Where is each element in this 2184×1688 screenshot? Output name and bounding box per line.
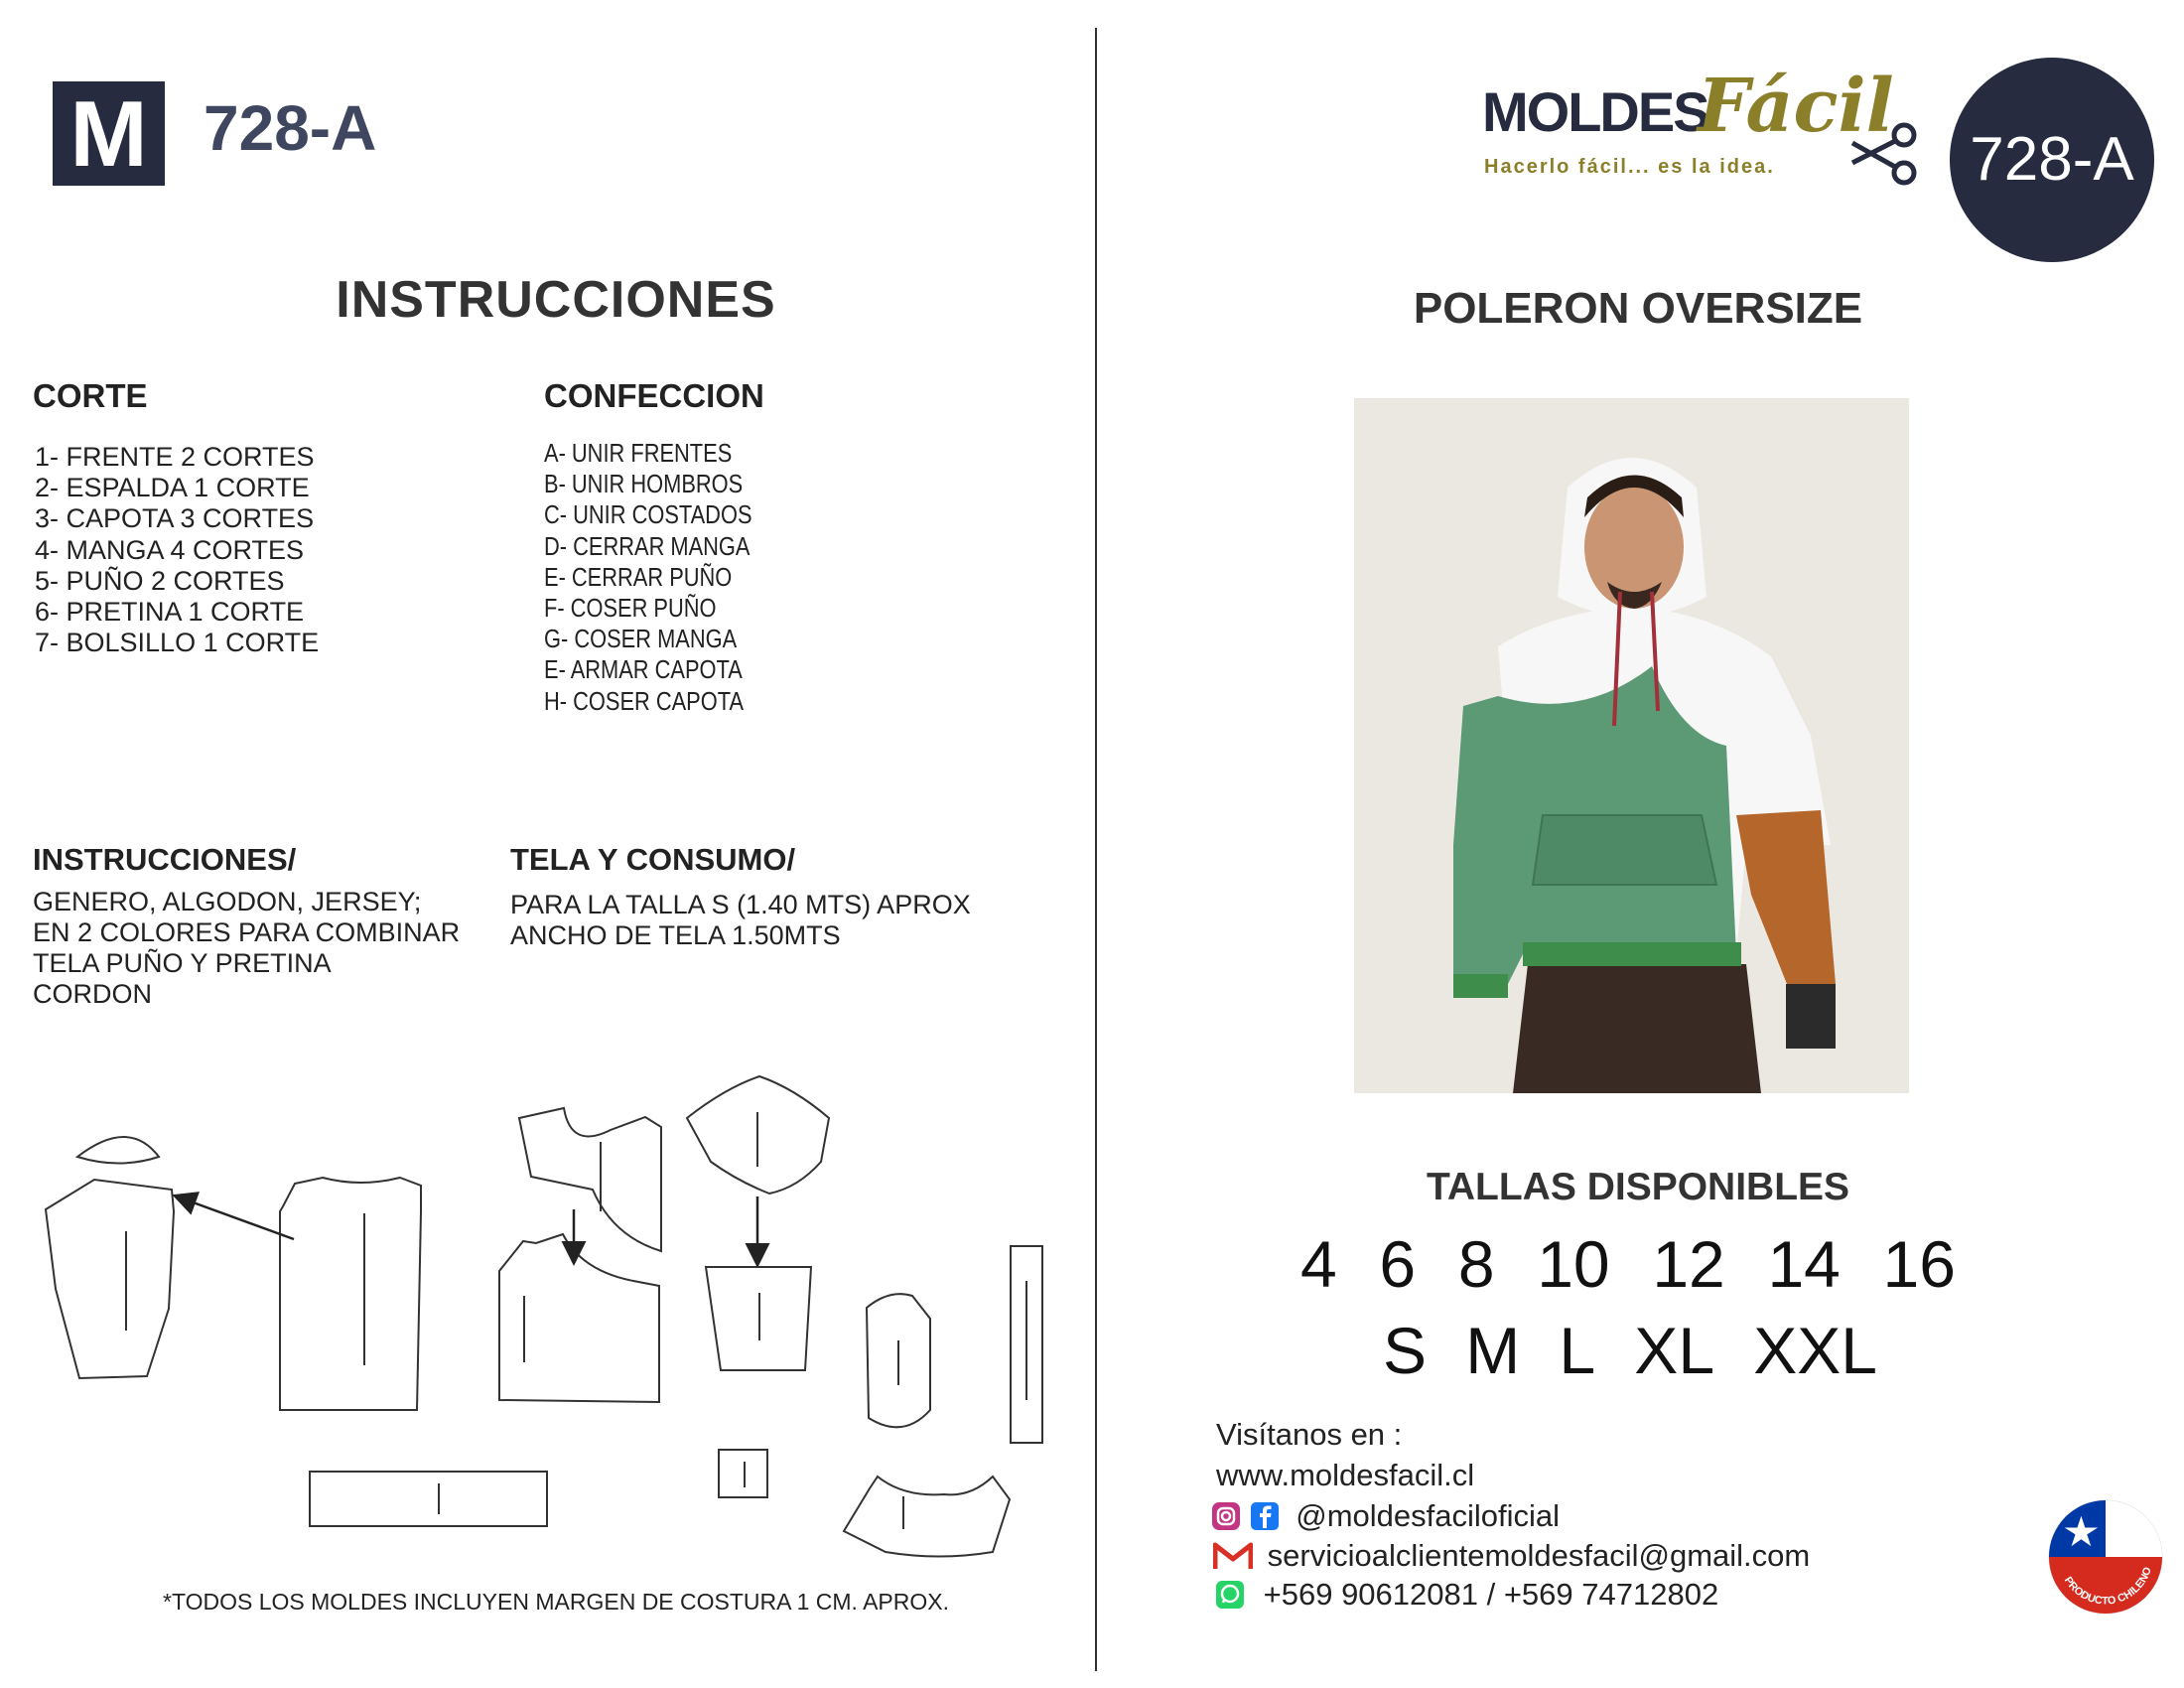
- brand-name-part1: MOLDES: [1482, 80, 1708, 143]
- pattern-pieces-diagram: [30, 1072, 1092, 1569]
- brand-m-logo: [53, 81, 165, 186]
- size-option: 8: [1457, 1227, 1495, 1301]
- product-photo: [1354, 398, 1909, 1093]
- size-option: 16: [1882, 1227, 1956, 1301]
- list-item: 2- ESPALDA 1 CORTE: [35, 473, 310, 503]
- pattern-piece-waistband: [310, 1472, 547, 1526]
- facebook-icon[interactable]: [1250, 1501, 1280, 1531]
- phone-row: [1215, 1575, 1718, 1613]
- list-item: E- CERRAR PUÑO: [544, 561, 733, 592]
- list-item: A- UNIR FRENTES: [544, 438, 733, 468]
- tela-heading: TELA Y CONSUMO/: [510, 842, 796, 877]
- brand-name-part2: Fácil: [1698, 64, 1894, 149]
- list-item: C- UNIR COSTADOS: [544, 499, 752, 530]
- social-row: [1211, 1496, 1560, 1534]
- text-line: GENERO, ALGODON, JERSEY;: [33, 887, 422, 916]
- visit-label: Visítanos en :: [1216, 1417, 1403, 1452]
- instagram-icon[interactable]: [1211, 1501, 1241, 1531]
- code-badge-label: 728-A: [1970, 125, 2134, 194]
- list-item: G- COSER MANGA: [544, 624, 738, 654]
- brand-tagline: Hacerlo fácil... es la idea.: [1484, 156, 1775, 178]
- size-option: M: [1465, 1314, 1521, 1387]
- list-item: 5- PUÑO 2 CORTES: [35, 565, 285, 596]
- confeccion-list: [544, 438, 752, 717]
- badge-label: PRODUCTO CHILENO: [2061, 1565, 2154, 1608]
- pattern-code: 728-A: [204, 92, 377, 164]
- pattern-piece-front-upper: [519, 1108, 661, 1251]
- corte-heading: CORTE: [33, 377, 148, 414]
- size-option: 4: [1300, 1227, 1337, 1301]
- list-item: 4- MANGA 4 CORTES: [35, 534, 305, 565]
- size-option: 12: [1652, 1227, 1725, 1301]
- website-link[interactable]: www.moldesfacil.cl: [1216, 1458, 1475, 1492]
- list-item: 7- BOLSILLO 1 CORTE: [35, 628, 320, 658]
- instrucciones-material-heading: INSTRUCCIONES/: [33, 842, 297, 877]
- gmail-icon: [1213, 1541, 1253, 1571]
- list-item: D- CERRAR MANGA: [544, 530, 751, 561]
- list-item: 6- PRETINA 1 CORTE: [35, 597, 305, 628]
- pattern-piece-cuff: [719, 1450, 767, 1497]
- pattern-piece-hood-side: [46, 1180, 174, 1378]
- list-item: 1- FRENTE 2 CORTES: [35, 442, 315, 472]
- logo-letter: M: [69, 81, 148, 186]
- size-option: 10: [1537, 1227, 1610, 1301]
- email-row: [1213, 1536, 1810, 1574]
- product-title: POLERON OVERSIZE: [1413, 284, 1863, 333]
- sizes-heading: TALLAS DISPONIBLES: [1426, 1166, 1850, 1208]
- size-option: S: [1383, 1314, 1428, 1387]
- list-item: H- COSER CAPOTA: [544, 685, 745, 716]
- scissors-icon: [1848, 117, 1920, 189]
- list-item: 3- CAPOTA 3 CORTES: [35, 503, 315, 534]
- pattern-piece-hood-top: [77, 1137, 159, 1164]
- seam-allowance-note: *TODOS LOS MOLDES INCLUYEN MARGEN DE COSTURA 1 CM. APROX.: [163, 1589, 949, 1615]
- tela-text: [510, 890, 971, 951]
- numeric-sizes: [1300, 1226, 1956, 1302]
- text-line: EN 2 COLORES PARA COMBINAR: [33, 917, 461, 947]
- pattern-piece-pocket: [844, 1477, 1010, 1557]
- social-handle[interactable]: @moldesfaciloficial: [1296, 1497, 1561, 1533]
- size-option: 14: [1767, 1227, 1841, 1301]
- instrucciones-material-text: [33, 887, 460, 1010]
- instructions-title: INSTRUCCIONES: [336, 271, 776, 329]
- text-line: PARA LA TALLA S (1.40 MTS) APROX: [510, 890, 971, 919]
- confeccion-heading: CONFECCION: [544, 377, 764, 414]
- list-item: F- COSER PUÑO: [544, 593, 717, 624]
- chile-flag-icon: [2047, 1498, 2164, 1616]
- list-item: B- UNIR HOMBROS: [544, 469, 744, 499]
- list-item: E- ARMAR CAPOTA: [544, 654, 743, 685]
- size-option: L: [1559, 1314, 1596, 1387]
- hoodie-model-illustration: [1354, 398, 1909, 1093]
- email-address[interactable]: servicioalclientemoldesfacil@gmail.com: [1267, 1537, 1811, 1573]
- size-option: XXL: [1753, 1314, 1877, 1387]
- text-line: TELA PUÑO Y PRETINA: [33, 948, 332, 978]
- size-option: 6: [1379, 1227, 1417, 1301]
- corte-list: [35, 442, 319, 658]
- assembly-arrow: [177, 1196, 294, 1239]
- letter-sizes: [1383, 1313, 1877, 1388]
- text-line: ANCHO DE TELA 1.50MTS: [510, 920, 841, 950]
- phone-numbers[interactable]: +569 90612081 / +569 74712802: [1263, 1576, 1719, 1612]
- pattern-piece-back: [280, 1178, 421, 1410]
- text-line: CORDON: [33, 979, 152, 1009]
- size-option: XL: [1634, 1314, 1715, 1387]
- code-badge: [1950, 58, 2154, 262]
- whatsapp-icon: [1215, 1580, 1245, 1610]
